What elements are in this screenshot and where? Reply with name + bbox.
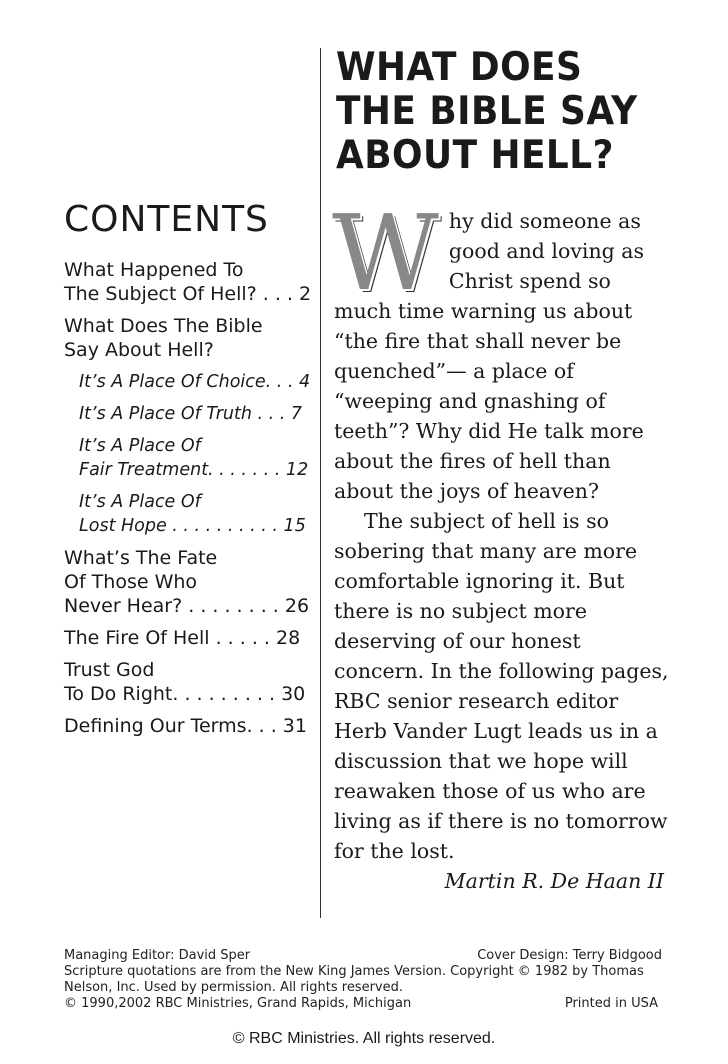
toc-entry xyxy=(64,626,310,650)
toc-entry-line: What Does The Bible xyxy=(64,314,263,337)
toc-entry-line: Of Those Who xyxy=(64,570,198,593)
toc-entry-line: The Fire Of Hell . . . . . 28 xyxy=(64,626,301,649)
page-title xyxy=(336,46,649,178)
toc-entry-line: Fair Treatment. . . . . . . 12 xyxy=(79,459,309,480)
toc-entry-line: The Subject Of Hell? . . . 2 xyxy=(64,282,312,305)
toc-entry xyxy=(64,258,310,306)
author-signature: Martin R. De Haan II xyxy=(444,869,664,893)
toc-entry xyxy=(64,370,310,394)
copyright-notice: © RBC Ministries. All rights reserved. xyxy=(232,1030,496,1047)
toc-entry-line: Trust God xyxy=(64,658,155,681)
credits-row-1 xyxy=(64,948,662,964)
intro-paragraph-2: The subject of hell is so sobering that many are more comfortable ignoring it. But there is no subject more deserving of our honest concern. In the following pages, RBC senior research editor Herb Vander Lugt leads us in a discussion that we hope will reawaken those of us who are living as if there is no tomorrow for the lost. xyxy=(334,509,669,863)
managing-editor: Managing Editor: David Sper xyxy=(64,948,251,963)
column-divider xyxy=(320,48,321,918)
toc-entry xyxy=(64,658,310,706)
drop-cap: W xyxy=(332,192,439,314)
toc-entry xyxy=(64,434,310,482)
intro-paragraph-1: hy did someone as good and loving as Christ spend so much time warning us about “the fire that shall never be quenched”— a place of “weeping and gnashing of teeth”? Why did He talk more about the fires of hell than about the joys of heaven? xyxy=(334,209,645,503)
credits-row-3 xyxy=(64,996,662,1012)
toc-entry-line: It’s A Place Of Choice. . . 4 xyxy=(79,371,311,392)
toc-entry-line: It’s A Place Of Truth . . . 7 xyxy=(79,403,303,424)
toc-entry xyxy=(64,314,310,362)
toc-entry-line: Lost Hope . . . . . . . . . . 15 xyxy=(79,515,306,536)
printed-in: Printed in USA xyxy=(564,996,658,1011)
contents-heading: CONTENTS xyxy=(64,199,269,240)
cover-design: Cover Design: Terry Bidgood xyxy=(477,948,662,963)
toc-entry-line: It’s A Place Of xyxy=(79,491,201,512)
toc-entry-line: Never Hear? . . . . . . . . 26 xyxy=(64,594,310,617)
ministry-copyright: © 1990,2002 RBC Ministries, Grand Rapids, Michigan xyxy=(64,996,412,1011)
toc-entry-line: Say About Hell? xyxy=(64,338,214,361)
table-of-contents xyxy=(64,200,310,746)
scripture-notice: Scripture quotations are from the New King James Version. Copyright © 1982 by Thomas Nelson, Inc. Used by permission. All rights reserved. xyxy=(64,964,644,995)
toc-entry xyxy=(64,490,310,538)
toc-entry-line: Defining Our Terms. . . 31 xyxy=(64,714,307,737)
title-line-1: WHAT DOES xyxy=(336,45,583,90)
toc-entry xyxy=(64,714,310,738)
toc-entry xyxy=(64,402,310,426)
toc-list xyxy=(64,258,310,738)
title-line-3: ABOUT HELL? xyxy=(336,133,614,178)
toc-entry-line: To Do Right. . . . . . . . . 30 xyxy=(64,682,306,705)
toc-entry-line: What’s The Fate xyxy=(64,546,218,569)
credits xyxy=(64,948,662,1012)
toc-entry-line: What Happened To xyxy=(64,258,244,281)
toc-entry xyxy=(64,546,310,618)
introduction xyxy=(332,192,674,896)
toc-entry-line: It’s A Place Of xyxy=(79,435,201,456)
title-line-2: THE BIBLE SAY xyxy=(336,89,638,134)
